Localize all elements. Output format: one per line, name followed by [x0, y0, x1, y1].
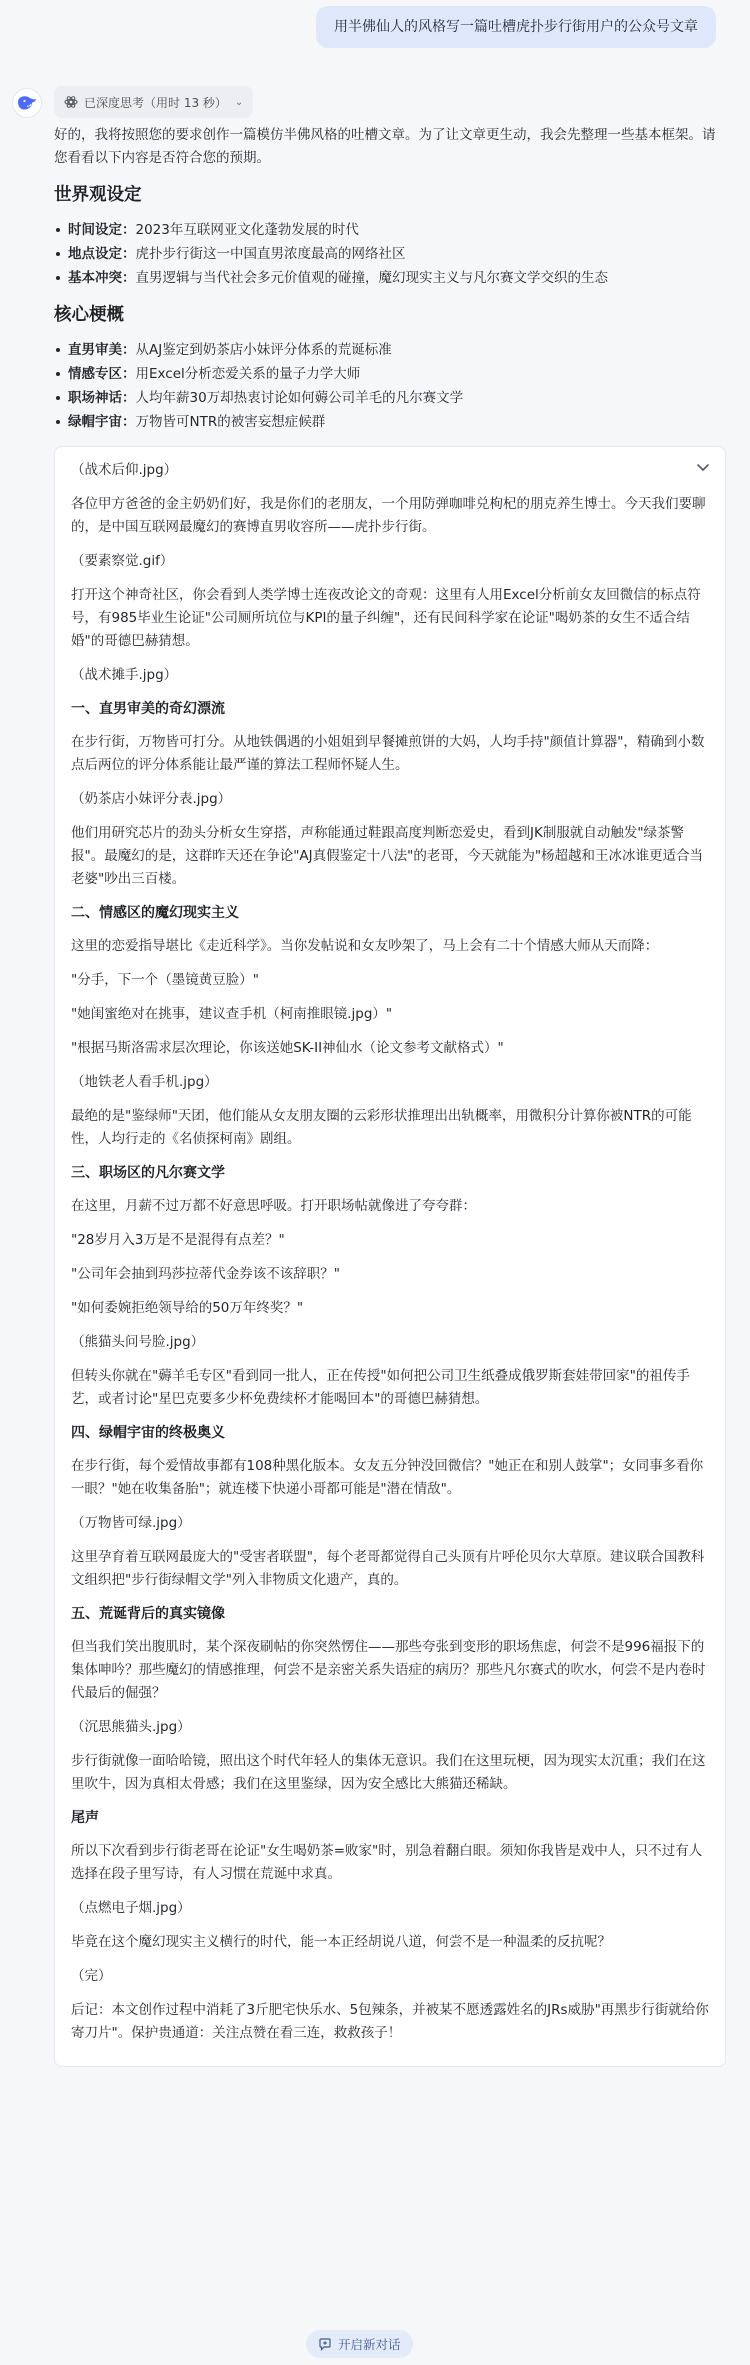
article-paragraph: 所以下次看到步行街老哥在论证"女生喝奶茶=败家"时，别急着翻白眼。须知你我皆是戏中人，只不过有人选择在段子里写诗，有人习惯在荒诞中求真。 — [71, 1843, 703, 1882]
deep-think-label: 已深度思考（用时 13 秒） — [84, 95, 227, 110]
item-key: 直男审美： — [68, 342, 136, 358]
article-paragraph: （点燃电子烟.jpg） — [71, 1900, 191, 1916]
article-paragraph: （战术后仰.jpg） — [71, 462, 178, 478]
article-paragraph: "如何委婉拒绝领导给的50万年终奖？" — [71, 1300, 304, 1316]
article-paragraph: 后记：本文创作过程中消耗了3斤肥宅快乐水、5包辣条，并被某不愿透露姓名的JRs威胁"再黑步行街就给你寄刀片"。保护贵通道：关注点赞在看三连，救救孩子！ — [71, 2002, 709, 2041]
article-paragraph: （熊猫头问号脸.jpg） — [71, 1334, 205, 1350]
item-value: 用Excel分析恋爱关系的量子力学大师 — [135, 366, 361, 382]
user-message-bubble — [316, 6, 716, 48]
article-paragraph: 在步行街，每个爱情故事都有108种黑化版本。女友五分钟没回微信？"她正在和别人鼓掌"；女同事多看你一眼？"她在收集备胎"；就连楼下快递小哥都可能是"潜在情敌"。 — [71, 1458, 704, 1497]
article-paragraph: 打开这个神奇社区，你会看到人类学博士连夜改论文的奇观：这里有人用Excel分析前女友回微信的标点符号，有985毕业生论证"公司厕所坑位与KPI的量子纠缠"，还有民间科学家在论证"喝奶茶的女生不适合结婚"的哥德巴赫猜想。 — [71, 587, 701, 649]
article-paragraph: 在这里，月薪不过万都不好意思呼吸。打开职场帖就像进了夸夸群： — [71, 1198, 476, 1214]
deep-think-icon — [64, 95, 78, 109]
article-paragraph: 在步行街，万物皆可打分。从地铁偶遇的小姐姐到早餐摊煎饼的大妈，人均手持"颜值计算器"，精确到小数点后两位的评分体系能让最严谨的算法工程师怀疑人生。 — [71, 734, 705, 773]
item-value: 万物皆可NTR的被害妄想症候群 — [135, 414, 326, 430]
article-body — [71, 459, 709, 2045]
deep-think-toggle[interactable] — [54, 86, 253, 118]
article-paragraph: "28岁月入3万是不是混得有点差？" — [71, 1232, 285, 1248]
article-paragraph: 但转头你就在"薅羊毛专区"看到同一批人，正在传授"如何把公司卫生纸叠成俄罗斯套娃带回家"的祖传手艺，或者讨论"星巴克要多少杯免费续杯才能喝回本"的哥德巴赫猜想。 — [71, 1368, 690, 1407]
item-value: 人均年薪30万却热衷讨论如何薅公司羊毛的凡尔赛文学 — [135, 390, 464, 406]
article-paragraph: （完） — [71, 1968, 112, 1984]
article-paragraph: 但当我们笑出腹肌时，某个深夜刷帖的你突然愣住——那些夸张到变形的职场焦虑，何尝不是996福报下的集体呻吟？那些魔幻的情感推理，何尝不是亲密关系失语症的病历？那些凡尔赛式的吹水，何尝不是内卷时代最后的倔强？ — [71, 1639, 706, 1701]
intro-paragraph: 好的，我将按照您的要求创作一篇模仿半佛风格的吐槽文章。为了让文章更生动，我会先整理一些基本框架。请您看看以下内容是否符合您的预期。 — [54, 127, 716, 166]
list-item — [54, 410, 726, 434]
core-section-title: 核心梗概 — [54, 305, 124, 325]
item-key: 绿帽宇宙： — [68, 414, 136, 430]
item-value: 虎扑步行街这一中国直男浓度最高的网络社区 — [135, 246, 406, 262]
article-paragraph: 他们用研究芯片的劲头分析女生穿搭，声称能通过鞋跟高度判断恋爱史，看到JK制服就自动触发"绿茶警报"。最魔幻的是，这群昨天还在争论"AJ真假鉴定十八法"的老哥，今天就能为"杨超越和王冰冰谁更适合当老婆"吵出三百楼。 — [71, 825, 704, 887]
article-card — [54, 446, 726, 2067]
new-chat-icon — [318, 2337, 332, 2351]
article-paragraph: 步行街就像一面哈哈镜，照出这个时代年轻人的集体无意识。我们在这里玩梗，因为现实太沉重；我们在这里吹牛，因为真相太骨感；我们在这里鉴绿，因为安全感比大熊猫还稀缺。 — [71, 1753, 706, 1792]
list-item — [54, 362, 726, 386]
article-section-heading: 五、荒诞背后的真实镜像 — [71, 1606, 225, 1622]
article-paragraph: "分手，下一个（墨镜黄豆脸）" — [71, 972, 259, 988]
new-chat-label: 开启新对话 — [338, 2337, 401, 2352]
article-paragraph: "她闺蜜绝对在挑事，建议查手机（柯南推眼镜.jpg）" — [71, 1006, 393, 1022]
article-section-heading: 一、直男审美的奇幻漂流 — [71, 701, 225, 717]
list-item — [54, 218, 726, 242]
article-section-heading: 尾声 — [71, 1810, 99, 1826]
article-paragraph: （沉思熊猫头.jpg） — [71, 1719, 191, 1735]
list-item — [54, 386, 726, 410]
user-message-text: 用半佛仙人的风格写一篇吐槽虎扑步行街用户的公众号文章 — [334, 19, 698, 35]
article-section-heading: 三、职场区的凡尔赛文学 — [71, 1165, 225, 1181]
item-key: 时间设定： — [68, 222, 136, 238]
whale-logo-icon — [16, 94, 38, 112]
assistant-response — [54, 124, 726, 2067]
article-paragraph: （地铁老人看手机.jpg） — [71, 1074, 218, 1090]
list-item — [54, 242, 726, 266]
item-key: 地点设定： — [68, 246, 136, 262]
list-item — [54, 338, 726, 362]
article-paragraph: （万物皆可绿.jpg） — [71, 1515, 191, 1531]
article-paragraph: （奶茶店小妹评分表.jpg） — [71, 791, 232, 807]
collapse-chevron-icon[interactable] — [695, 459, 711, 475]
article-paragraph: （要素察觉.gif） — [71, 553, 174, 569]
item-value: 直男逻辑与当代社会多元价值观的碰撞，魔幻现实主义与凡尔赛文学交织的生态 — [135, 270, 608, 286]
article-paragraph: "公司年会抽到玛莎拉蒂代金券该不该辞职？" — [71, 1266, 340, 1282]
item-key: 职场神话： — [68, 390, 136, 406]
item-key: 基本冲突： — [68, 270, 136, 286]
article-paragraph: 毕竟在这个魔幻现实主义横行的时代，能一本正经胡说八道，何尝不是一种温柔的反抗呢？ — [71, 1934, 611, 1950]
article-paragraph: （战术摊手.jpg） — [71, 667, 178, 683]
world-settings-list — [54, 218, 726, 290]
item-value: 2023年互联网亚文化蓬勃发展的时代 — [135, 222, 359, 238]
new-chat-button[interactable] — [306, 2330, 413, 2358]
item-value: 从AJ鉴定到奶茶店小妹评分体系的荒诞标准 — [135, 342, 392, 358]
world-section-title: 世界观设定 — [54, 185, 142, 205]
list-item — [54, 266, 726, 290]
core-plot-list — [54, 338, 726, 434]
assistant-avatar — [12, 88, 42, 118]
chevron-down-icon: ⌄ — [234, 96, 244, 108]
item-key: 情感专区： — [68, 366, 136, 382]
article-paragraph: 各位甲方爸爸的金主奶奶们好，我是你们的老朋友，一个用防弹咖啡兑枸杞的朋克养生博士。今天我们要聊的，是中国互联网最魔幻的赛博直男收容所——虎扑步行街。 — [71, 496, 706, 535]
article-paragraph: 这里的恋爱指导堪比《走近科学》。当你发帖说和女友吵架了，马上会有二十个情感大师从天而降： — [71, 938, 659, 954]
article-section-heading: 四、绿帽宇宙的终极奥义 — [71, 1425, 225, 1441]
article-paragraph: 这里孕育着互联网最庞大的"受害者联盟"，每个老哥都觉得自己头顶有片呼伦贝尔大草原。建议联合国教科文组织把"步行街绿帽文学"列入非物质文化遗产，真的。 — [71, 1549, 705, 1588]
article-section-heading: 二、情感区的魔幻现实主义 — [71, 905, 239, 921]
article-paragraph: 最绝的是"鉴绿师"天团，他们能从女友朋友圈的云彩形状推理出出轨概率，用微积分计算你被NTR的可能性，人均行走的《名侦探柯南》剧组。 — [71, 1108, 692, 1147]
article-paragraph: "根据马斯洛需求层次理论，你该送她SK-II神仙水（论文参考文献格式）" — [71, 1040, 504, 1056]
